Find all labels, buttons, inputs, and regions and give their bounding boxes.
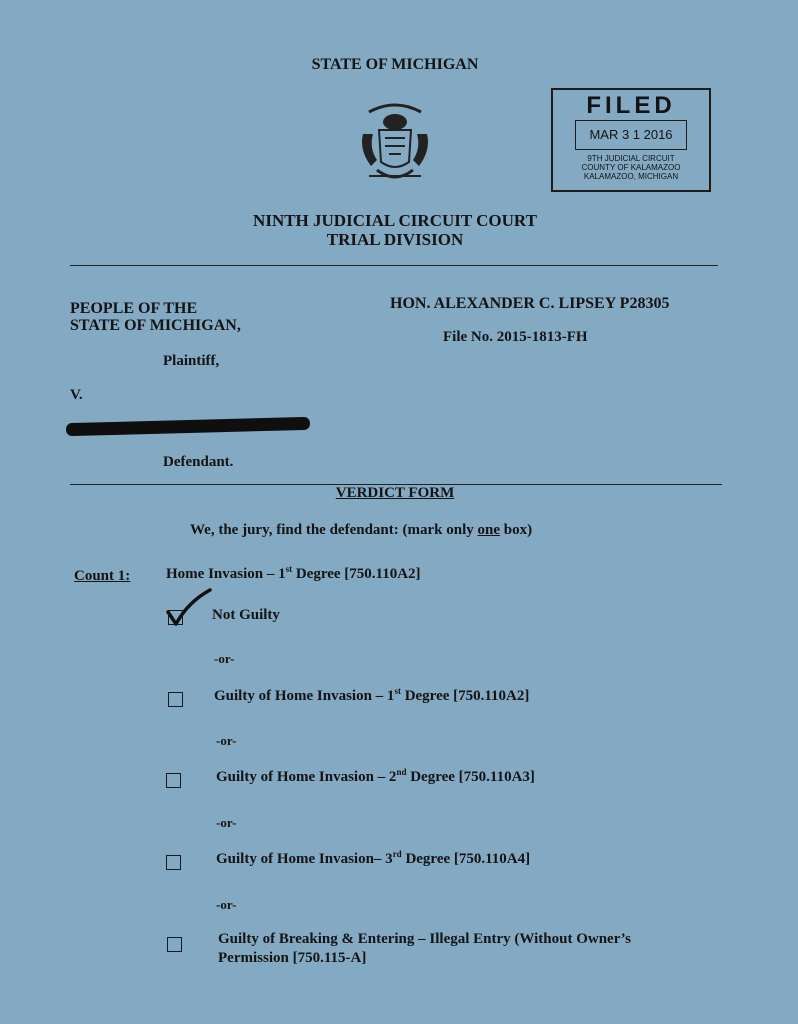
instruction-text: We, the jury, find the defendant: (mark only [190, 522, 478, 538]
option-home-invasion-3rd [216, 851, 530, 868]
judge-name: HON. ALEXANDER C. LIPSEY P28305 [390, 295, 670, 312]
defendant-label: Defendant. [163, 454, 234, 470]
michigan-seal-icon [355, 100, 435, 190]
option-home-invasion-1st [214, 688, 529, 705]
divider [70, 265, 718, 266]
option-sup: nd [396, 767, 407, 777]
option-not-guilty: Not Guilty [212, 607, 280, 623]
checkbox-home-invasion-3rd[interactable] [166, 855, 181, 870]
count-label: Count 1: [74, 568, 131, 584]
count-description [166, 566, 421, 583]
or-separator: -or- [216, 815, 237, 830]
court-name: NINTH JUDICIAL CIRCUIT COURT [253, 211, 537, 230]
plaintiff-name-line2: STATE OF MICHIGAN, [70, 317, 241, 334]
option-tail: Degree [750.110A2] [400, 688, 530, 704]
option-text: Guilty of Home Invasion – 1 [214, 688, 395, 704]
stamp-city-line: KALAMAZOO, MICHIGAN [583, 172, 679, 181]
checkbox-home-invasion-2nd[interactable] [166, 773, 181, 788]
option-breaking-entering-line2: Permission [750.115-A] [218, 950, 367, 966]
stamp-court-line: 9TH JUDICIAL CIRCUIT [587, 154, 675, 163]
option-home-invasion-2nd [216, 769, 535, 786]
form-title-text: VERDICT FORM [335, 485, 455, 501]
file-number: File No. 2015-1813-FH [443, 329, 588, 345]
count-desc-sup: st [285, 564, 293, 574]
or-separator: -or- [216, 897, 237, 912]
option-text: Guilty of Home Invasion– 3 [216, 851, 393, 867]
jury-instruction [190, 522, 532, 539]
plaintiff-label: Plaintiff, [163, 353, 220, 369]
filed-date: MAR 3 1 2016 [575, 120, 687, 150]
count-desc-text: Home Invasion – 1 [166, 566, 286, 582]
stamp-county-line: COUNTY OF KALAMAZOO [581, 163, 681, 172]
option-breaking-entering-line1: Guilty of Breaking & Entering – Illegal Entry (Without Owner’s [218, 931, 631, 947]
redacted-defendant-name [66, 417, 310, 436]
option-sup: rd [392, 849, 402, 859]
checkbox-breaking-entering[interactable] [167, 937, 182, 952]
option-tail: Degree [750.110A4] [401, 851, 531, 867]
filed-word: FILED [586, 92, 676, 119]
form-title [0, 485, 790, 502]
checkbox-home-invasion-1st[interactable] [168, 692, 183, 707]
court-division: TRIAL DIVISION [326, 230, 464, 249]
option-text: Guilty of Home Invasion – 2 [216, 769, 397, 785]
instruction-tail: box) [500, 522, 533, 538]
option-tail: Degree [750.110A3] [406, 769, 535, 785]
checkmark-icon [164, 588, 214, 628]
or-separator: -or- [216, 733, 237, 748]
instruction-emphasis: one [477, 522, 501, 538]
option-sup: st [394, 686, 401, 696]
state-title: STATE OF MICHIGAN [311, 56, 479, 73]
filed-stamp [551, 88, 711, 192]
plaintiff-name-line1: PEOPLE OF THE [70, 300, 198, 317]
or-separator: -or- [214, 651, 235, 666]
count-desc-tail: Degree [750.110A2] [292, 566, 421, 582]
versus-label: V. [70, 387, 83, 403]
